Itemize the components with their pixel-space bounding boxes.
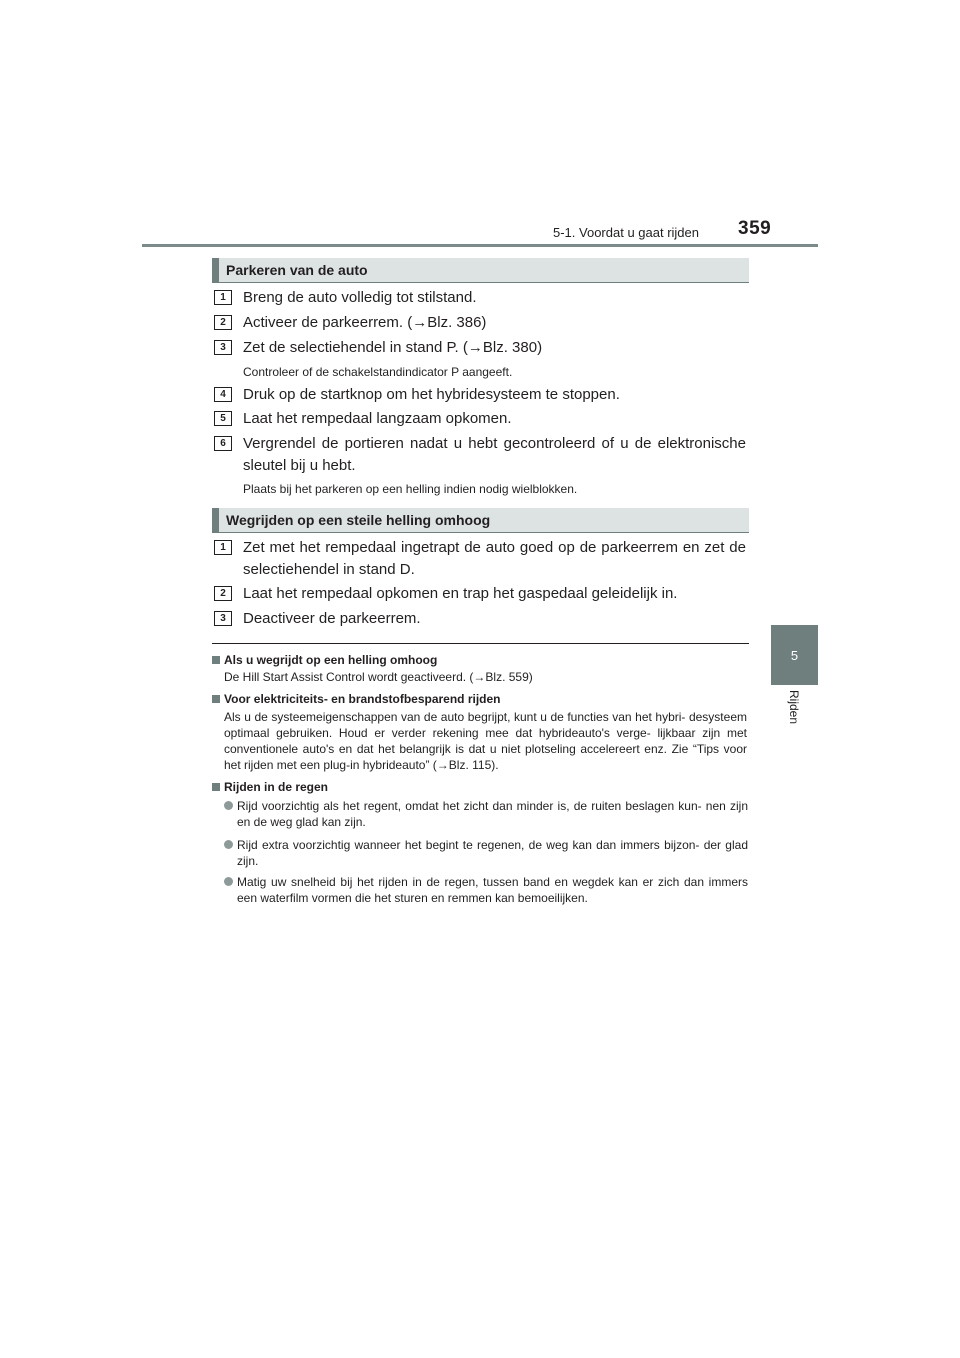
info-heading (212, 653, 437, 667)
square-bullet-icon (212, 656, 220, 664)
step-number-badge: 2 (214, 315, 232, 330)
bullet-item (224, 837, 748, 869)
round-bullet-icon (224, 840, 233, 849)
step-text: Vergrendel de portieren nadat u hebt gecontroleerd of u de elektronische sleutel bij u hebt. (243, 435, 746, 474)
section-header-parking (212, 258, 749, 283)
round-bullet-icon (224, 877, 233, 886)
step-note: Plaats bij het parkeren op een helling indien nodig wielblokken. (243, 482, 578, 496)
round-bullet-icon (224, 801, 233, 810)
running-header: 5-1. Voordat u gaat rijden (553, 225, 699, 240)
step-number-badge: 2 (214, 586, 232, 601)
section-title: Wegrijden op een steile helling omhoog (226, 512, 491, 528)
chapter-tab (771, 625, 818, 685)
chapter-label (783, 690, 807, 760)
bullet-text: Rijd voorzichtig als het regent, omdat het zicht dan minder is, de ruiten beslagen kun- nen zijn en de weg glad kan zijn. (237, 799, 748, 829)
bullet-text: Matig uw snelheid bij het rijden in de regen, tussen band en wegdek kan er zich dan immers een waterfilm vormen die het sturen en remmen kan bemoeilijken. (237, 875, 748, 905)
step-text: Zet met het rempedaal ingetrapt de auto goed op de parkeerrem en zet de selectiehendel in stand D. (243, 539, 746, 578)
section-header-accent (212, 258, 219, 282)
step-text: Zet de selectiehendel in stand P. (→Blz. 380) (243, 339, 543, 356)
info-body: De Hill Start Assist Control wordt geactiveerd. (→Blz. 559) (224, 670, 533, 684)
bullet-item (224, 874, 748, 906)
square-bullet-icon (212, 695, 220, 703)
section-title: Parkeren van de auto (226, 262, 368, 278)
step-number-badge: 1 (214, 290, 232, 305)
step-number-badge: 3 (214, 611, 232, 626)
step-number-badge: 5 (214, 411, 232, 426)
step-text: Laat het rempedaal langzaam opkomen. (243, 410, 512, 427)
info-heading (212, 780, 328, 794)
step-text: Breng de auto volledig tot stilstand. (243, 289, 477, 306)
step-number-badge: 4 (214, 387, 232, 402)
page-number: 359 (738, 218, 772, 239)
info-heading-text: Rijden in de regen (224, 780, 329, 794)
step-text: Druk op de startknop om het hybridesysteem te stoppen. (243, 386, 620, 403)
step-text: Activeer de parkeerrem. (→Blz. 386) (243, 314, 487, 331)
section-header-hill-start (212, 508, 749, 533)
header-divider (142, 244, 818, 247)
chapter-number: 5 (790, 647, 799, 663)
step-number-badge: 3 (214, 340, 232, 355)
step-number-badge: 6 (214, 436, 232, 451)
section-divider (212, 643, 749, 644)
info-body: Als u de systeemeigenschappen van de auto begrijpt, kunt u de functies van het hybri- desysteem optimaal gebruiken. Houd er verder rekening mee dat hybrideauto's verge- lijkbaar zijn met conventionele auto's en dat het belangrijk is dat u niet plotseling accelereert enz. Zie “Tips voor het rijden met een plug-in hybrideauto” (→Blz. 115). (224, 710, 747, 772)
chapter-label-text: Rijden (787, 690, 801, 725)
step-text: Deactiveer de parkeerrem. (243, 610, 421, 627)
info-heading-text: Als u wegrijdt op een helling omhoog (224, 653, 438, 667)
bullet-item (224, 798, 748, 830)
info-heading-text: Voor elektriciteits- en brandstofbesparend rijden (224, 692, 501, 706)
bullet-text: Rijd extra voorzichtig wanneer het begint te regenen, de weg kan dan immers bijzon- der glad zijn. (237, 838, 748, 868)
square-bullet-icon (212, 783, 220, 791)
step-number-badge: 1 (214, 540, 232, 555)
info-heading (212, 692, 501, 706)
step-text: Laat het rempedaal opkomen en trap het gaspedaal geleidelijk in. (243, 585, 678, 602)
step-note: Controleer of de schakelstandindicator P aangeeft. (243, 365, 513, 379)
section-header-accent (212, 508, 219, 532)
